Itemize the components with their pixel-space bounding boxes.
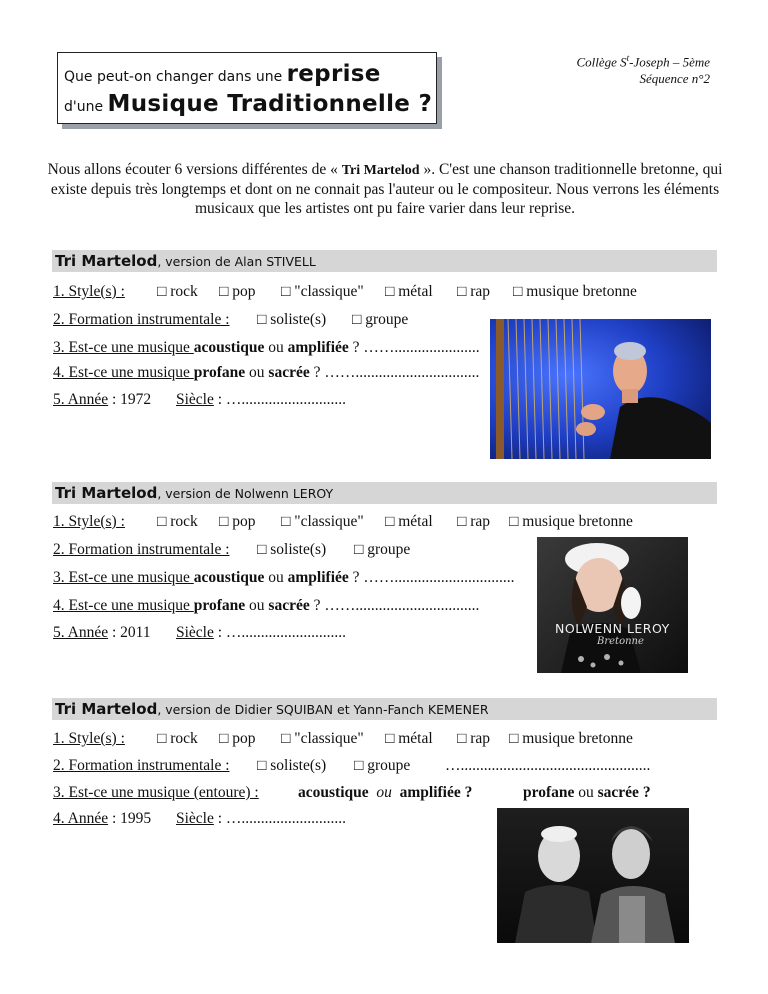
s3-rock[interactable]: □ rock <box>157 730 198 747</box>
nolwenn-leroy-album-cover <box>537 537 688 673</box>
s3-group-dots[interactable]: …................................................. <box>445 757 651 774</box>
album-title: Bretonne <box>597 636 644 647</box>
s1-q3-acoustique: acoustique <box>193 339 265 356</box>
s3-q3-label: 3. Est-ce une musique (entoure) : <box>53 784 259 801</box>
s1-year: : 1972 <box>108 391 152 408</box>
section-1-version: , version de Alan STIVELL <box>157 254 316 269</box>
s2-q4-pre: 4. Est-ce une musique <box>53 597 194 614</box>
s1-classique[interactable]: □ "classique" <box>281 283 364 300</box>
s3-pop[interactable]: □ pop <box>219 730 256 747</box>
section-2-title: Tri Martelod <box>55 484 158 502</box>
section-3-version: , version de Didier SQUIBAN et Yann-Fanch KEMENER <box>157 702 489 717</box>
alan-stivell-illustration <box>490 319 711 459</box>
s3-year: : 1995 <box>108 810 152 827</box>
album-artist: NOLWENN LEROY <box>555 621 670 636</box>
s1-pop[interactable]: □ pop <box>219 283 256 300</box>
s2-siecle <box>176 624 346 642</box>
s3-ou-plain: ou <box>574 784 598 801</box>
s2-rap[interactable]: □ rap <box>457 513 491 530</box>
s1-q3-dots[interactable]: …...................... <box>378 339 480 356</box>
s1-q3-end: ? … <box>348 339 379 356</box>
s2-annee-label: 5. Année <box>53 624 109 641</box>
s1-formation-label <box>53 311 230 329</box>
s1-rap[interactable]: □ rap <box>457 283 491 300</box>
s2-annee <box>53 624 151 642</box>
s2-q3-amplifiee: amplifiée <box>287 569 349 586</box>
s1-q4-ou: ou <box>245 364 269 381</box>
title-small-1: Que peut-on changer dans une <box>64 69 287 85</box>
s3-amplifiee: amplifiée ? <box>399 784 473 801</box>
s2-soliste[interactable]: □ soliste(s) <box>257 541 327 558</box>
s3-rap[interactable]: □ rap <box>457 730 491 747</box>
s2-siecle-dots[interactable]: : …........................... <box>213 624 347 641</box>
s2-q4-ou: ou <box>245 597 269 614</box>
s3-acoustique: acoustique <box>298 784 369 801</box>
s1-rock[interactable]: □ rock <box>157 283 198 300</box>
s3-profane-sacree[interactable] <box>523 784 651 802</box>
s1-q4-end: ? … <box>309 364 340 381</box>
intro-part2: ». C'est une chanson traditionnelle bretonne, qui existe depuis très longtemps et dont on ne connait pas l'auteur ou le compositeur. Nous verrons les éléments musicaux que les artistes ont pu faire varier dans leur reprise. <box>50 161 723 217</box>
s2-year: : 2011 <box>108 624 151 641</box>
title-big-2: Musique Traditionnelle <box>107 91 411 117</box>
title-line-1 <box>64 61 381 87</box>
section-2-heading <box>52 482 717 504</box>
s3-ou: ou <box>376 784 392 801</box>
s1-q3-pre: 3. Est-ce une musique <box>53 339 194 356</box>
s2-q4-end: ? … <box>309 597 340 614</box>
s2-q3-ou: ou <box>264 569 288 586</box>
s3-classique[interactable]: □ "classique" <box>281 730 364 747</box>
s1-q4-profane: profane <box>193 364 246 381</box>
s2-style-label <box>53 513 125 531</box>
title-line-2 <box>64 91 432 117</box>
s1-formation-text: 2. Formation instrumentale : <box>53 311 230 328</box>
s2-rock[interactable]: □ rock <box>157 513 198 530</box>
s3-metal[interactable]: □ métal <box>385 730 433 747</box>
s1-bretonne[interactable]: □ musique bretonne <box>513 283 637 300</box>
s3-formation-text: 2. Formation instrumentale : <box>53 757 230 774</box>
s3-profane: profane <box>523 784 575 801</box>
album-cover-illustration <box>537 537 688 673</box>
alan-stivell-photo <box>490 319 711 459</box>
title-box <box>57 52 437 124</box>
s1-style-text: 1. Style(s) : <box>53 283 125 300</box>
s1-siecle-label: Siècle <box>176 391 214 408</box>
s1-q3 <box>53 339 480 357</box>
s2-metal[interactable]: □ métal <box>385 513 433 530</box>
s2-bretonne[interactable]: □ musique bretonne <box>509 513 633 530</box>
s1-q3-amplifiee: amplifiée <box>287 339 349 356</box>
sequence-number: Séquence n°2 <box>639 71 710 87</box>
s1-q3-ou: ou <box>264 339 288 356</box>
title-small-2: d'une <box>64 99 108 115</box>
s3-formation-label <box>53 757 230 775</box>
section-1-title: Tri Martelod <box>55 252 158 270</box>
s3-annee-label: 4. Année <box>53 810 109 827</box>
intro-song: Tri Martelod <box>341 163 420 178</box>
header-right <box>576 50 710 87</box>
school-sup: t <box>626 53 630 63</box>
s1-style-label <box>53 283 125 301</box>
section-2-version: , version de Nolwenn LEROY <box>157 486 334 501</box>
s2-q4-profane: profane <box>193 597 246 614</box>
s1-q4-sacree: sacrée <box>268 364 310 381</box>
s3-siecle <box>176 810 346 828</box>
squiban-kemener-illustration <box>497 808 689 943</box>
s3-acoustique-amplifiee[interactable] <box>298 784 472 802</box>
section-3-heading <box>52 698 717 720</box>
s1-groupe[interactable]: □ groupe <box>352 311 409 328</box>
s3-annee <box>53 810 151 828</box>
s1-annee-label: 5. Année <box>53 391 109 408</box>
title-big-1: reprise <box>286 61 381 87</box>
s2-q3-end: ? … <box>348 569 379 586</box>
s2-q3-dots[interactable]: …............................... <box>378 569 515 586</box>
s3-siecle-label: Siècle <box>176 810 214 827</box>
s3-bretonne[interactable]: □ musique bretonne <box>509 730 633 747</box>
s2-q4 <box>53 597 479 615</box>
s3-soliste[interactable]: □ soliste(s) <box>257 757 327 774</box>
s1-q4-dots[interactable]: …................................ <box>339 364 480 381</box>
intro-part1: Nous allons écouter 6 versions différentes de « <box>47 161 342 178</box>
school-name: Collège S <box>576 54 627 70</box>
s2-groupe[interactable]: □ groupe <box>354 541 411 558</box>
school-line <box>576 50 710 70</box>
s3-groupe[interactable]: □ groupe <box>354 757 411 774</box>
s1-annee <box>53 391 151 409</box>
section-1-heading <box>52 250 717 272</box>
s1-q4-pre: 4. Est-ce une musique <box>53 364 194 381</box>
s2-q4-sacree: sacrée <box>268 597 310 614</box>
squiban-kemener-photo <box>497 808 689 943</box>
s3-style-text: 1. Style(s) : <box>53 730 125 747</box>
s2-pop[interactable]: □ pop <box>219 513 256 530</box>
intro-paragraph <box>40 160 730 218</box>
s2-style-text: 1. Style(s) : <box>53 513 125 530</box>
s2-classique[interactable]: □ "classique" <box>281 513 364 530</box>
s1-siecle <box>176 391 346 409</box>
s3-siecle-dots[interactable]: : …........................... <box>213 810 347 827</box>
s2-formation-text: 2. Formation instrumentale : <box>53 541 230 558</box>
s2-q3-pre: 3. Est-ce une musique <box>53 569 194 586</box>
s3-style-label <box>53 730 125 748</box>
s3-sacree: sacrée ? <box>597 784 651 801</box>
school-rest: -Joseph – 5ème <box>629 54 710 70</box>
s2-q3 <box>53 569 515 587</box>
s2-q3-acoustique: acoustique <box>193 569 265 586</box>
s3-q3 <box>53 784 259 802</box>
s2-siecle-label: Siècle <box>176 624 214 641</box>
s1-siecle-dots[interactable]: : …........................... <box>213 391 347 408</box>
s1-q4 <box>53 364 479 382</box>
section-3-title: Tri Martelod <box>55 700 158 718</box>
s1-soliste[interactable]: □ soliste(s) <box>257 311 327 328</box>
s2-formation-label <box>53 541 230 559</box>
title-end: ? <box>410 91 433 117</box>
s2-q4-dots[interactable]: …................................ <box>339 597 480 614</box>
s1-metal[interactable]: □ métal <box>385 283 433 300</box>
